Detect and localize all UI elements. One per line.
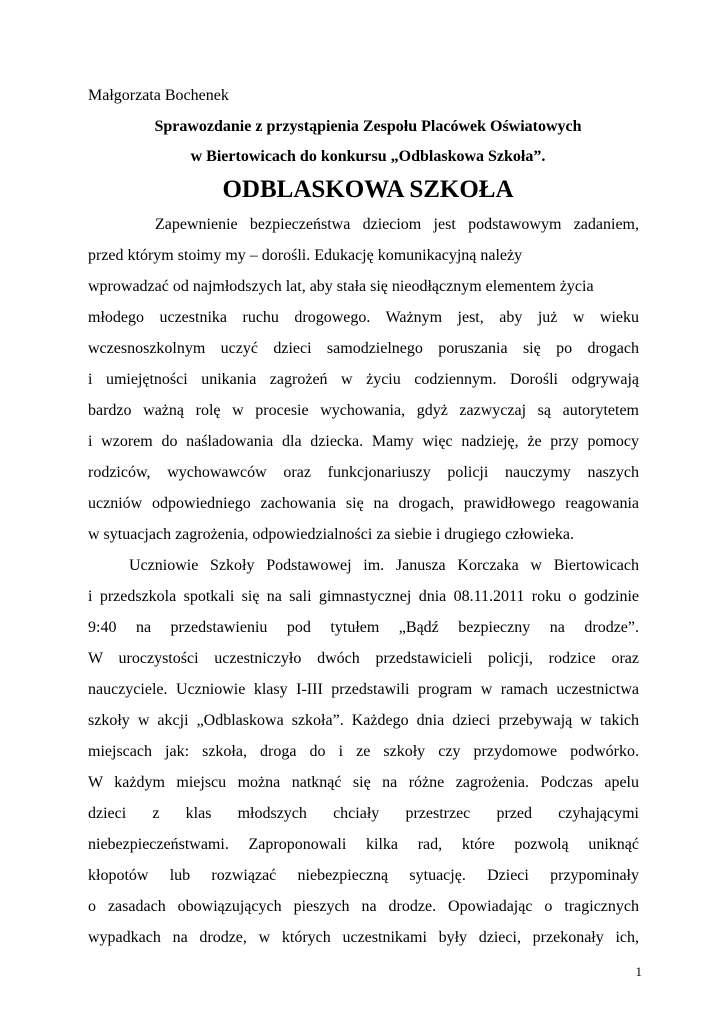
paragraph-line: dzieci z klas młodszych chciały przestrzec przed czyhającymi: [88, 805, 639, 822]
author-name: Małgorzata Bochenek: [88, 87, 229, 104]
paragraph-line: i umiejętności unikania zagrożeń w życiu codziennym. Dorośli odgrywają: [88, 371, 639, 388]
paragraph-line: w sytuacjach zagrożenia, odpowiedzialności za siebie i drugiego człowieka.: [88, 526, 575, 543]
paragraph-line: szkoły w akcji „Odblaskowa szkoła”. Każdego dnia dzieci przebywają w takich: [88, 712, 639, 729]
paragraph-line: bardzo ważną rolę w procesie wychowania, gdyż zazwyczaj są autorytetem: [88, 402, 639, 419]
paragraph-line: wprowadzać od najmłodszych lat, aby stała się nieodłącznym elementem życia: [88, 278, 594, 295]
paragraph-line: kłopotów lub rozwiązać niebezpieczną sytuację. Dzieci przypominały: [88, 867, 639, 884]
paragraph-line: młodego uczestnika ruchu drogowego. Ważnym jest, aby już w wieku: [88, 309, 639, 326]
report-subtitle-line-1: Sprawozdanie z przystąpienia Zespołu Placówek Oświatowych: [154, 118, 582, 135]
paragraph-line: uczniów odpowiedniego zachowania się na drogach, prawidłowego reagowania: [88, 495, 639, 512]
paragraph-line: wypadkach na drodze, w których uczestnikami były dzieci, przekonały ich,: [88, 929, 639, 946]
paragraph-line: o zasadach obowiązujących pieszych na drodze. Opowiadając o tragicznych: [88, 898, 639, 915]
paragraph-line: wczesnoszkolnym uczyć dzieci samodzielnego poruszania się po drogach: [88, 340, 639, 357]
paragraph-line: Uczniowie Szkoły Podstawowej im. Janusza Korczaka w Biertowicach: [129, 557, 639, 574]
report-subtitle-line-2: w Biertowicach do konkursu „Odblaskowa Szkoła”.: [190, 148, 546, 165]
paragraph-line: 9:40 na przedstawieniu pod tytułem „Bądź bezpieczny na drodze”.: [88, 619, 639, 636]
paragraph-line: W każdym miejscu można natknąć się na różne zagrożenia. Podczas apelu: [88, 774, 639, 791]
paragraph-line: rodziców, wychowawców oraz funkcjonariuszy policji nauczymy naszych: [88, 464, 639, 481]
paragraph-line: miejscach jak: szkoła, droga do i ze szkoły czy przydomowe podwórko.: [88, 743, 639, 760]
page-number: 1: [635, 964, 642, 979]
paragraph-line: W uroczystości uczestniczyło dwóch przedstawicieli policji, rodzice oraz: [88, 650, 639, 667]
paragraph-line: niebezpieczeństwami. Zaproponowali kilka rad, które pozwolą uniknąć: [88, 836, 639, 853]
paragraph-line: i wzorem do naśladowania dla dziecka. Mamy więc nadzieję, że przy pomocy: [88, 433, 639, 450]
paragraph-line: Zapewnienie bezpieczeństwa dzieciom jest podstawowym zadaniem,: [155, 216, 639, 233]
document-title: ODBLASKOWA SZKOŁA: [222, 176, 514, 203]
paragraph-line: przed którym stoimy my – dorośli. Edukację komunikacyjną należy: [88, 247, 523, 264]
paragraph-line: nauczyciele. Uczniowie klasy I-III przedstawili program w ramach uczestnictwa: [88, 681, 639, 698]
paragraph-line: i przedszkola spotkali się na sali gimnastycznej dnia 08.11.2011 roku o godzinie: [88, 588, 639, 605]
